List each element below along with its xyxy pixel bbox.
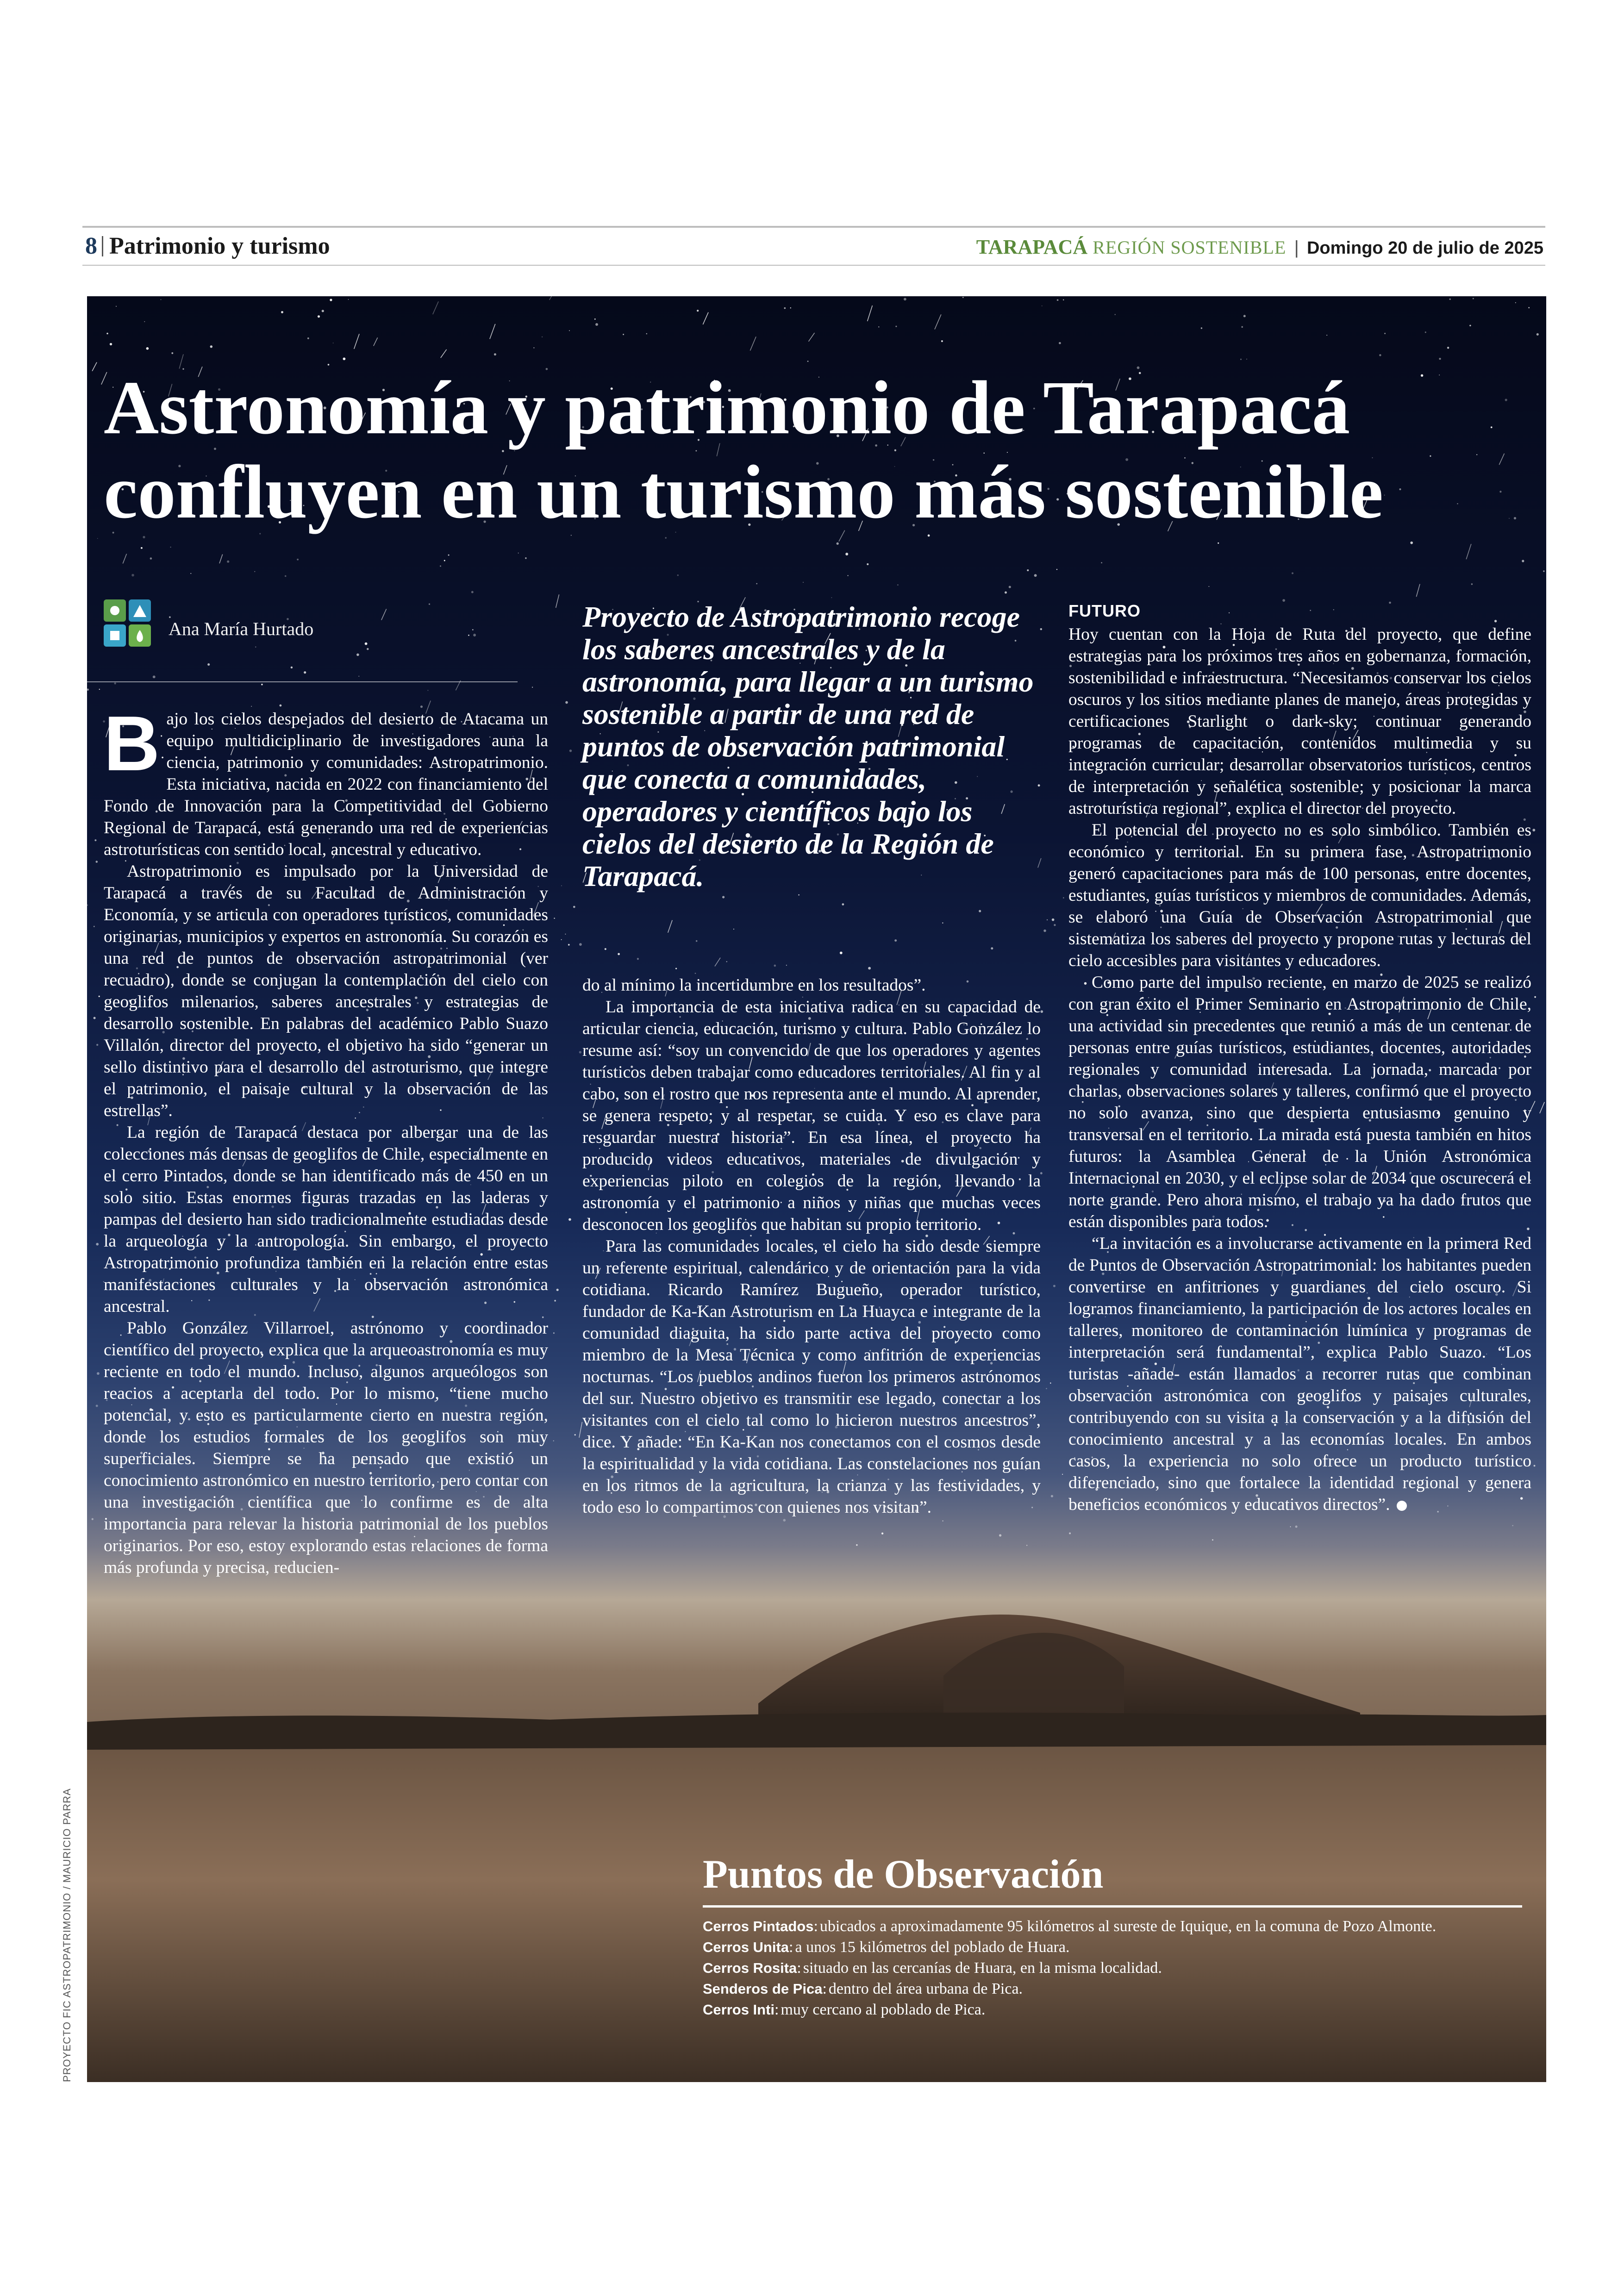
star [440, 565, 441, 567]
star [131, 574, 134, 577]
star [210, 345, 212, 348]
star [1056, 569, 1057, 570]
hero-photo-panel [87, 296, 1546, 2082]
star [1005, 592, 1007, 594]
star [281, 311, 283, 313]
star [1043, 929, 1046, 932]
star-trail [123, 554, 126, 564]
star [1326, 335, 1327, 336]
star [786, 965, 787, 966]
star [1241, 326, 1243, 328]
star [554, 1300, 556, 1302]
paragraph: Pablo González Villarroel, astrónomo y coordinador científico del proyecto, explica que la arqueoastronomía es muy reciente en todo el mundo. Incluso, algunos arqueólogos son reacios a aceptarla del todo. Por lo mismo, “tiene mucho potencial, y esto es particularmente cierto en nuestra región, donde los estudios formales de los geoglifos son muy superficiales. Siempre se ha pensado que existió un conocimiento astronómico en nuestro territorio, pero contar con una investigación científica que lo confirme es de alta importancia para relevar la historia patrimonial de los pueblos originarios. Por eso, estoy explorando estas relaciones de forma más profunda y precisa, reducien- [104, 1319, 548, 1577]
star [1243, 315, 1246, 317]
paragraph-text: “La invitación es a involucrarse activamente en la primera Red de Puntos de Observación Astropatrimonial: los habitantes pueden convertirse en anfitriones y guardianes del cielo oscuro. Si logramos financiamiento, la participación de los actores locales en talleres, monitoreo de contaminación lumínica y programas de interpretación será fundamental”, explica Pablo Suazo. “Los turistas -añade- están llamados a recorrer rutas que combinan observación astronómica con geoglifos y paisajes culturales, contribuyendo con su visita a la conservación y a la difusión del conocimiento ancestral y a las economías locales. En ambos casos, la experiencia no solo ofrece un producto turístico diferenciado, sino que fortalece la identidad regional y genera beneficios económicos y educativos directos”. [1068, 1234, 1531, 1514]
star [697, 310, 699, 312]
star-trail [490, 324, 495, 339]
star [420, 705, 423, 708]
star [1046, 1388, 1047, 1390]
star [348, 299, 349, 300]
headline-bold: Astronomía y patrimonio [104, 365, 930, 450]
star [553, 1332, 555, 1334]
star [96, 1405, 98, 1407]
star [1057, 299, 1059, 301]
star [1115, 314, 1116, 315]
star [99, 996, 100, 997]
star [569, 330, 570, 331]
star [807, 361, 809, 362]
star [842, 903, 844, 905]
star [1053, 1285, 1056, 1287]
star [1543, 570, 1544, 572]
list-item: Cerros Pintados: ubicados a aproximadamente 95 kilómetros al sureste de Iquique, en la comuna de Pozo Almonte. [703, 1918, 1437, 1935]
star [571, 535, 572, 536]
star [532, 687, 533, 688]
star [790, 307, 791, 308]
star [99, 689, 100, 690]
region-logo-icon [104, 599, 152, 648]
star [106, 333, 108, 335]
star [991, 947, 993, 949]
star [1062, 1474, 1063, 1475]
star [618, 953, 620, 955]
star [150, 557, 152, 560]
point-description: a unos 15 kilómetros del poblado de Huara. [795, 1939, 1070, 1956]
star [575, 1434, 576, 1435]
star-trail [1466, 544, 1471, 559]
byline-divider [87, 681, 518, 682]
paragraph-lead [104, 700, 548, 861]
star [1034, 574, 1037, 577]
article-column-2 [582, 974, 1041, 1518]
star [94, 1017, 96, 1019]
list-item: Cerros Unita: a unos 15 kilómetros del poblado de Huara. [703, 1939, 1070, 1956]
paragraph: La región de Tarapacá destaca por albergar una de las colecciones más densas de geoglifos de Chile, especialmente en el cerro Pintados, donde se han identificado más de 450 en un solo sitio. Estas enormes figuras trazadas en las laderas y pampas del desierto han sido tradicionalmente estudiadas desde la arqueología y la antropología. Sin embargo, el proyecto Astropatrimonio profundiza también en la relación entre estas manifestaciones culturales y la observación astronómica ancestral. [104, 1123, 548, 1316]
star-trail [715, 958, 720, 967]
star [695, 973, 696, 974]
star [1379, 354, 1381, 356]
star [280, 705, 282, 707]
star [554, 918, 555, 919]
point-name: Cerros Unita [703, 1939, 789, 1955]
point-description: muy cercano al poblado de Pica. [781, 2001, 986, 2018]
star [1534, 996, 1536, 998]
star-trail [556, 594, 559, 608]
star [227, 561, 229, 563]
star [605, 948, 606, 950]
star [96, 861, 98, 863]
star [784, 307, 786, 309]
star [867, 563, 868, 565]
star [1240, 359, 1242, 360]
star [573, 906, 575, 908]
star [261, 684, 263, 686]
star-trail [668, 920, 673, 933]
star [568, 944, 570, 946]
observation-points-box [703, 1852, 1531, 2020]
star [565, 701, 568, 704]
star [141, 547, 143, 549]
author-name: Ana María Hurtado [169, 618, 314, 639]
star-trail [1540, 1102, 1544, 1113]
star [143, 536, 145, 538]
star-trail [433, 301, 438, 314]
header-divider [102, 236, 103, 256]
star [895, 326, 897, 327]
star [1027, 569, 1029, 571]
star [1009, 586, 1011, 588]
star [665, 537, 666, 538]
star [579, 943, 582, 946]
star [1063, 299, 1064, 301]
star [722, 896, 725, 898]
observation-points-divider [703, 1905, 1522, 1908]
star [803, 582, 804, 583]
star [1515, 302, 1516, 303]
date-divider: | [1294, 237, 1299, 258]
star [962, 297, 963, 298]
star [1410, 542, 1413, 544]
star [304, 671, 306, 674]
star [878, 326, 879, 327]
star [1522, 560, 1524, 562]
star [330, 299, 332, 301]
star [1449, 299, 1450, 300]
pull-quote: Proyecto de Astropatrimonio recoge los saberes ancestrales y de la astronomía, para llegar a un turismo sostenible a partir de una red de puntos de observación patrimonial que conecta a comunidades, operadores y científicos bajo los cielos del desierto de la Región de Tarapacá. [582, 600, 1034, 892]
star [87, 904, 88, 906]
star-trail [92, 362, 97, 371]
star [1528, 307, 1530, 308]
star [114, 682, 116, 684]
star [774, 965, 776, 967]
paragraph: Como parte del impulso reciente, en marzo de 2025 se realizó con gran éxito el Primer Seminario en Astropatrimonio de Chile, una actividad sin precedentes que reunió a más de un centenar de personas entre guías turísticos, estudiantes, docentes, autoridades regionales y comunidad interesada. La jornada, marcada por charlas, observaciones solares y talleres, confirmó que el proyecto no solo avanza, sino que despierta entusiasmo genuino y transversal en el territorio. La mirada está puesta también en hitos futuros: la Asamblea General de la Unión Astronómica Internacional en 2030, y el eclipse solar de 2034 que oscurecerá el norte grande. Pero ahora mismo, el trabajo ya ha dado frutos que están disponibles para todos. [1068, 973, 1531, 1231]
star [894, 939, 897, 942]
star [1447, 347, 1449, 349]
star [297, 559, 299, 561]
star-trail [809, 333, 815, 342]
star [1052, 918, 1055, 921]
star [1047, 919, 1048, 920]
paragraph: Para las comunidades locales, el cielo ha sido desde siempre un referente espiritual, calendárico y de orientación para la vida cotidiana. Ricardo Ramírez Bugueño, operador turístico, fundador de Ka-Kan Astroturism en La Huayca e integrante de la comunidad diaguita, ha sido parte activa del proyecto como miembro de la Mesa Técnica y como anfitrión de experiencias nocturnas. “Los pueblos andinos fueron los primeros astrónomos del sur. Nuestro objetivo es transmitir ese legado, conectar a los visitantes con el cielo tal como lo hicieron nuestros ancestros”, dice. Y añade: “En Ka-Kan nos conectamos con el cosmos desde la espiritualidad y la vida cotidiana. Las constelaciones nos guían en los ritmos de la agricultura, la crianza y las festividades, y todo eso lo compartimos con quienes nos visitan”. [582, 1237, 1041, 1517]
brand-subtitle: REGIÓN SOSTENIBLE [1093, 237, 1287, 258]
brand-name: TARAPACÁ [976, 236, 1088, 258]
star [94, 839, 96, 841]
star [897, 584, 899, 586]
star [343, 357, 346, 360]
star [637, 958, 639, 960]
headline-line2: confluyen en un turismo más sostenible [104, 449, 1383, 534]
star [153, 675, 156, 678]
star [726, 961, 727, 962]
star [675, 968, 677, 969]
star [448, 555, 450, 556]
star [525, 557, 527, 559]
paragraph: Hoy cuentan con la Hoja de Ruta del proyecto, que define estrategias para los próximos tres años en gobernanza, formación, sostenibilidad e infraestructura. “Necesitamos conservar los cielos oscuros y los sitios mediante planes de manejo, áreas protegidas y certificaciones Starlight o dark-sky; continuar generando programas de capacitación, contenidos multimedia y su integración curricular; desarrollar observatorios turísticos, centros de interpretación y señalética sostenible; y posicionar la marca astroturística regional”, explica el director del proyecto. [1068, 625, 1531, 818]
article-column-1 [104, 700, 548, 1578]
star-trail [579, 1422, 582, 1438]
star [96, 1044, 98, 1046]
star [1473, 298, 1474, 299]
list-item: Senderos de Pica: dentro del área urbana de Pica. [703, 1980, 1023, 1997]
paragraph: do al mínimo la incertidumbre en los resultados”. [582, 976, 926, 995]
star [831, 597, 832, 598]
star [110, 343, 112, 345]
star-trail [441, 349, 447, 358]
star [444, 560, 445, 561]
headline-rest: de Tarapacá [930, 365, 1350, 450]
star [97, 538, 98, 539]
star [251, 706, 252, 707]
star-trail [1416, 584, 1420, 597]
star [190, 573, 191, 574]
star [518, 553, 519, 554]
star [568, 1218, 571, 1221]
star [837, 543, 839, 545]
star [171, 352, 173, 354]
star [840, 952, 843, 954]
star-trail [750, 337, 756, 350]
star [928, 535, 930, 537]
star [96, 1243, 99, 1246]
star [116, 306, 117, 307]
paragraph: La importancia de esta iniciativa radica en su capacidad de articular ciencia, educación, turismo y cultura. Pablo González lo resume así: “soy un convencido de que los operadores y agentes turísticos deben trabajar como educadores territoriales. Al fin y al cabo, son el rostro que nos representa ante el mundo. Al aprender, se genera respeto; y al respetar, se cuida. Y eso es clave para resguardar nuestra historia”. En esa línea, el proyecto ha producido videos educativos, materiales de divulgación y experiencias piloto en colegios de la región, llevando la astronomía y el patrimonio a niños y niñas que muchas veces desconocen los geoglifos que habitan su propio territorio. [582, 998, 1041, 1234]
section-name: Patrimonio y turismo [109, 233, 330, 259]
star [979, 910, 981, 912]
star [623, 334, 624, 335]
star [1040, 1010, 1043, 1013]
star [1471, 583, 1473, 585]
paragraph: Astropatrimonio es impulsado por la Universidad de Tarapacá a través de su Facultad de Administración y Economía, y se articula con operadores turísticos, comunidades originarias, municipios y expertos en astronomía. Su corazón es una red de puntos de observación astropatrimonial (ver recuadro), donde se conjugan la contemplación del cielo con geoglifos milenarios, saberes ancestrales y estrategias de desarrollo sostenible. En palabras del académico Pablo Suazo Villalón, director del proyecto, el objetivo ha sido “generar un sello distintivo para el desarrollo del astroturismo, que integre el patrimonio, el paisaje cultural y la observación de las estrellas”. [104, 862, 548, 1120]
page-number: 8 [85, 233, 97, 259]
paragraph-text: ajo los cielos despejados del desierto de Atacama un equipo multidiciplinario de investigadores auna la ciencia, patrimonio y comunidades: Astropatrimonio. Esta iniciativa, nacida en 2022 con financiamiento del Fondo de Innovación para la Competitividad del Gobierno Regional de Tarapacá, está generando una red de experiencias astroturísticas con sentido local, ancestral y educativo. [104, 710, 548, 859]
point-description: dentro del área urbana de Pica. [828, 1980, 1023, 1997]
subheading-futuro: FUTURO [1068, 601, 1141, 620]
observation-points-title: Puntos de Observación [703, 1852, 1104, 1897]
point-description: situado en las cercanías de Huara, en la misma localidad. [803, 1959, 1162, 1977]
headline [104, 366, 1530, 534]
star [1246, 359, 1247, 360]
article-column-3 [1068, 600, 1531, 1515]
star [1208, 586, 1209, 587]
star [1532, 829, 1535, 831]
star [427, 690, 428, 691]
issue-date: Domingo 20 de julio de 2025 [1306, 238, 1543, 258]
star-trail [550, 296, 556, 300]
star [1534, 1465, 1536, 1467]
star [1050, 1383, 1051, 1384]
star [561, 939, 562, 940]
star [254, 571, 255, 572]
star [845, 553, 848, 555]
star [1537, 333, 1539, 336]
star [579, 1051, 581, 1053]
byline [104, 599, 534, 669]
point-name: Cerros Rosita [703, 1960, 797, 1976]
star [1059, 342, 1061, 344]
star [170, 547, 171, 548]
star [848, 575, 849, 576]
star [677, 574, 679, 576]
star [1054, 924, 1056, 926]
star-trail [868, 306, 873, 321]
star [1425, 331, 1426, 333]
star [1201, 327, 1202, 329]
list-item: Cerros Inti: muy cercano al poblado de Pica. [703, 2001, 986, 2018]
star [94, 926, 95, 927]
photo-credit: PROYECTO FIC ASTROPATRIMONIO / MAURICIO PARRA [61, 1788, 73, 2082]
star-trail [354, 334, 359, 349]
observation-points-list [703, 1916, 1531, 2020]
star [1384, 333, 1386, 334]
star [595, 323, 598, 326]
star [87, 688, 89, 691]
star [941, 340, 943, 342]
star [1218, 543, 1219, 544]
star [594, 318, 596, 320]
star [556, 1289, 559, 1291]
point-name: Cerros Inti [703, 2002, 775, 2018]
star-trail [703, 312, 708, 324]
star [160, 299, 161, 300]
star [904, 298, 906, 300]
star-trail [935, 314, 941, 329]
paragraph-final [1068, 1233, 1531, 1515]
star [756, 583, 757, 585]
star [146, 347, 149, 350]
star [868, 967, 871, 970]
star [285, 575, 287, 577]
star [318, 315, 320, 318]
star [307, 337, 309, 339]
page-header [82, 226, 1545, 266]
star [569, 749, 572, 752]
star [471, 591, 474, 593]
star [1439, 358, 1441, 360]
point-name: Cerros Pintados [703, 1918, 814, 1934]
star-trail [219, 555, 223, 564]
star [533, 347, 534, 348]
star [565, 934, 566, 935]
point-name: Senderos de Pica [703, 1981, 823, 1997]
list-item: Cerros Rosita: situado en las cercanías de Huara, en la misma localidad. [703, 1959, 1162, 1977]
star [798, 894, 800, 896]
star [1101, 562, 1102, 563]
star-trail [374, 337, 378, 346]
star [494, 353, 496, 355]
star [696, 940, 698, 942]
star [553, 1440, 554, 1441]
star [1469, 325, 1471, 326]
star [322, 310, 324, 312]
dropcap: B [104, 700, 160, 787]
paragraph: El potencial del proyecto no es solo simbólico. También es económico y territorial. En su primera fase, Astropatrimonio generó capacitaciones para más de 100 personas, entre docentes, estudiantes, guías turísticos y miembros de comunidades. Además, se elaboró una Guía de Observación Astropatrimonial que sistematiza los saberes del proyecto y propone rutas y lecturas del cielo accesibles para visitantes y educadores. [1068, 821, 1531, 970]
star [144, 321, 145, 322]
star [646, 333, 647, 334]
star [1292, 572, 1293, 574]
star [97, 1372, 100, 1375]
point-description: ubicados a aproximadamente 95 kilómetros al sureste de Iquique, en la comuna de Pozo Almonte. [819, 1918, 1437, 1935]
star [1063, 897, 1064, 898]
star [358, 676, 359, 677]
header-publication-info [976, 235, 1543, 259]
end-mark-icon [1397, 1501, 1407, 1511]
star [561, 885, 562, 886]
